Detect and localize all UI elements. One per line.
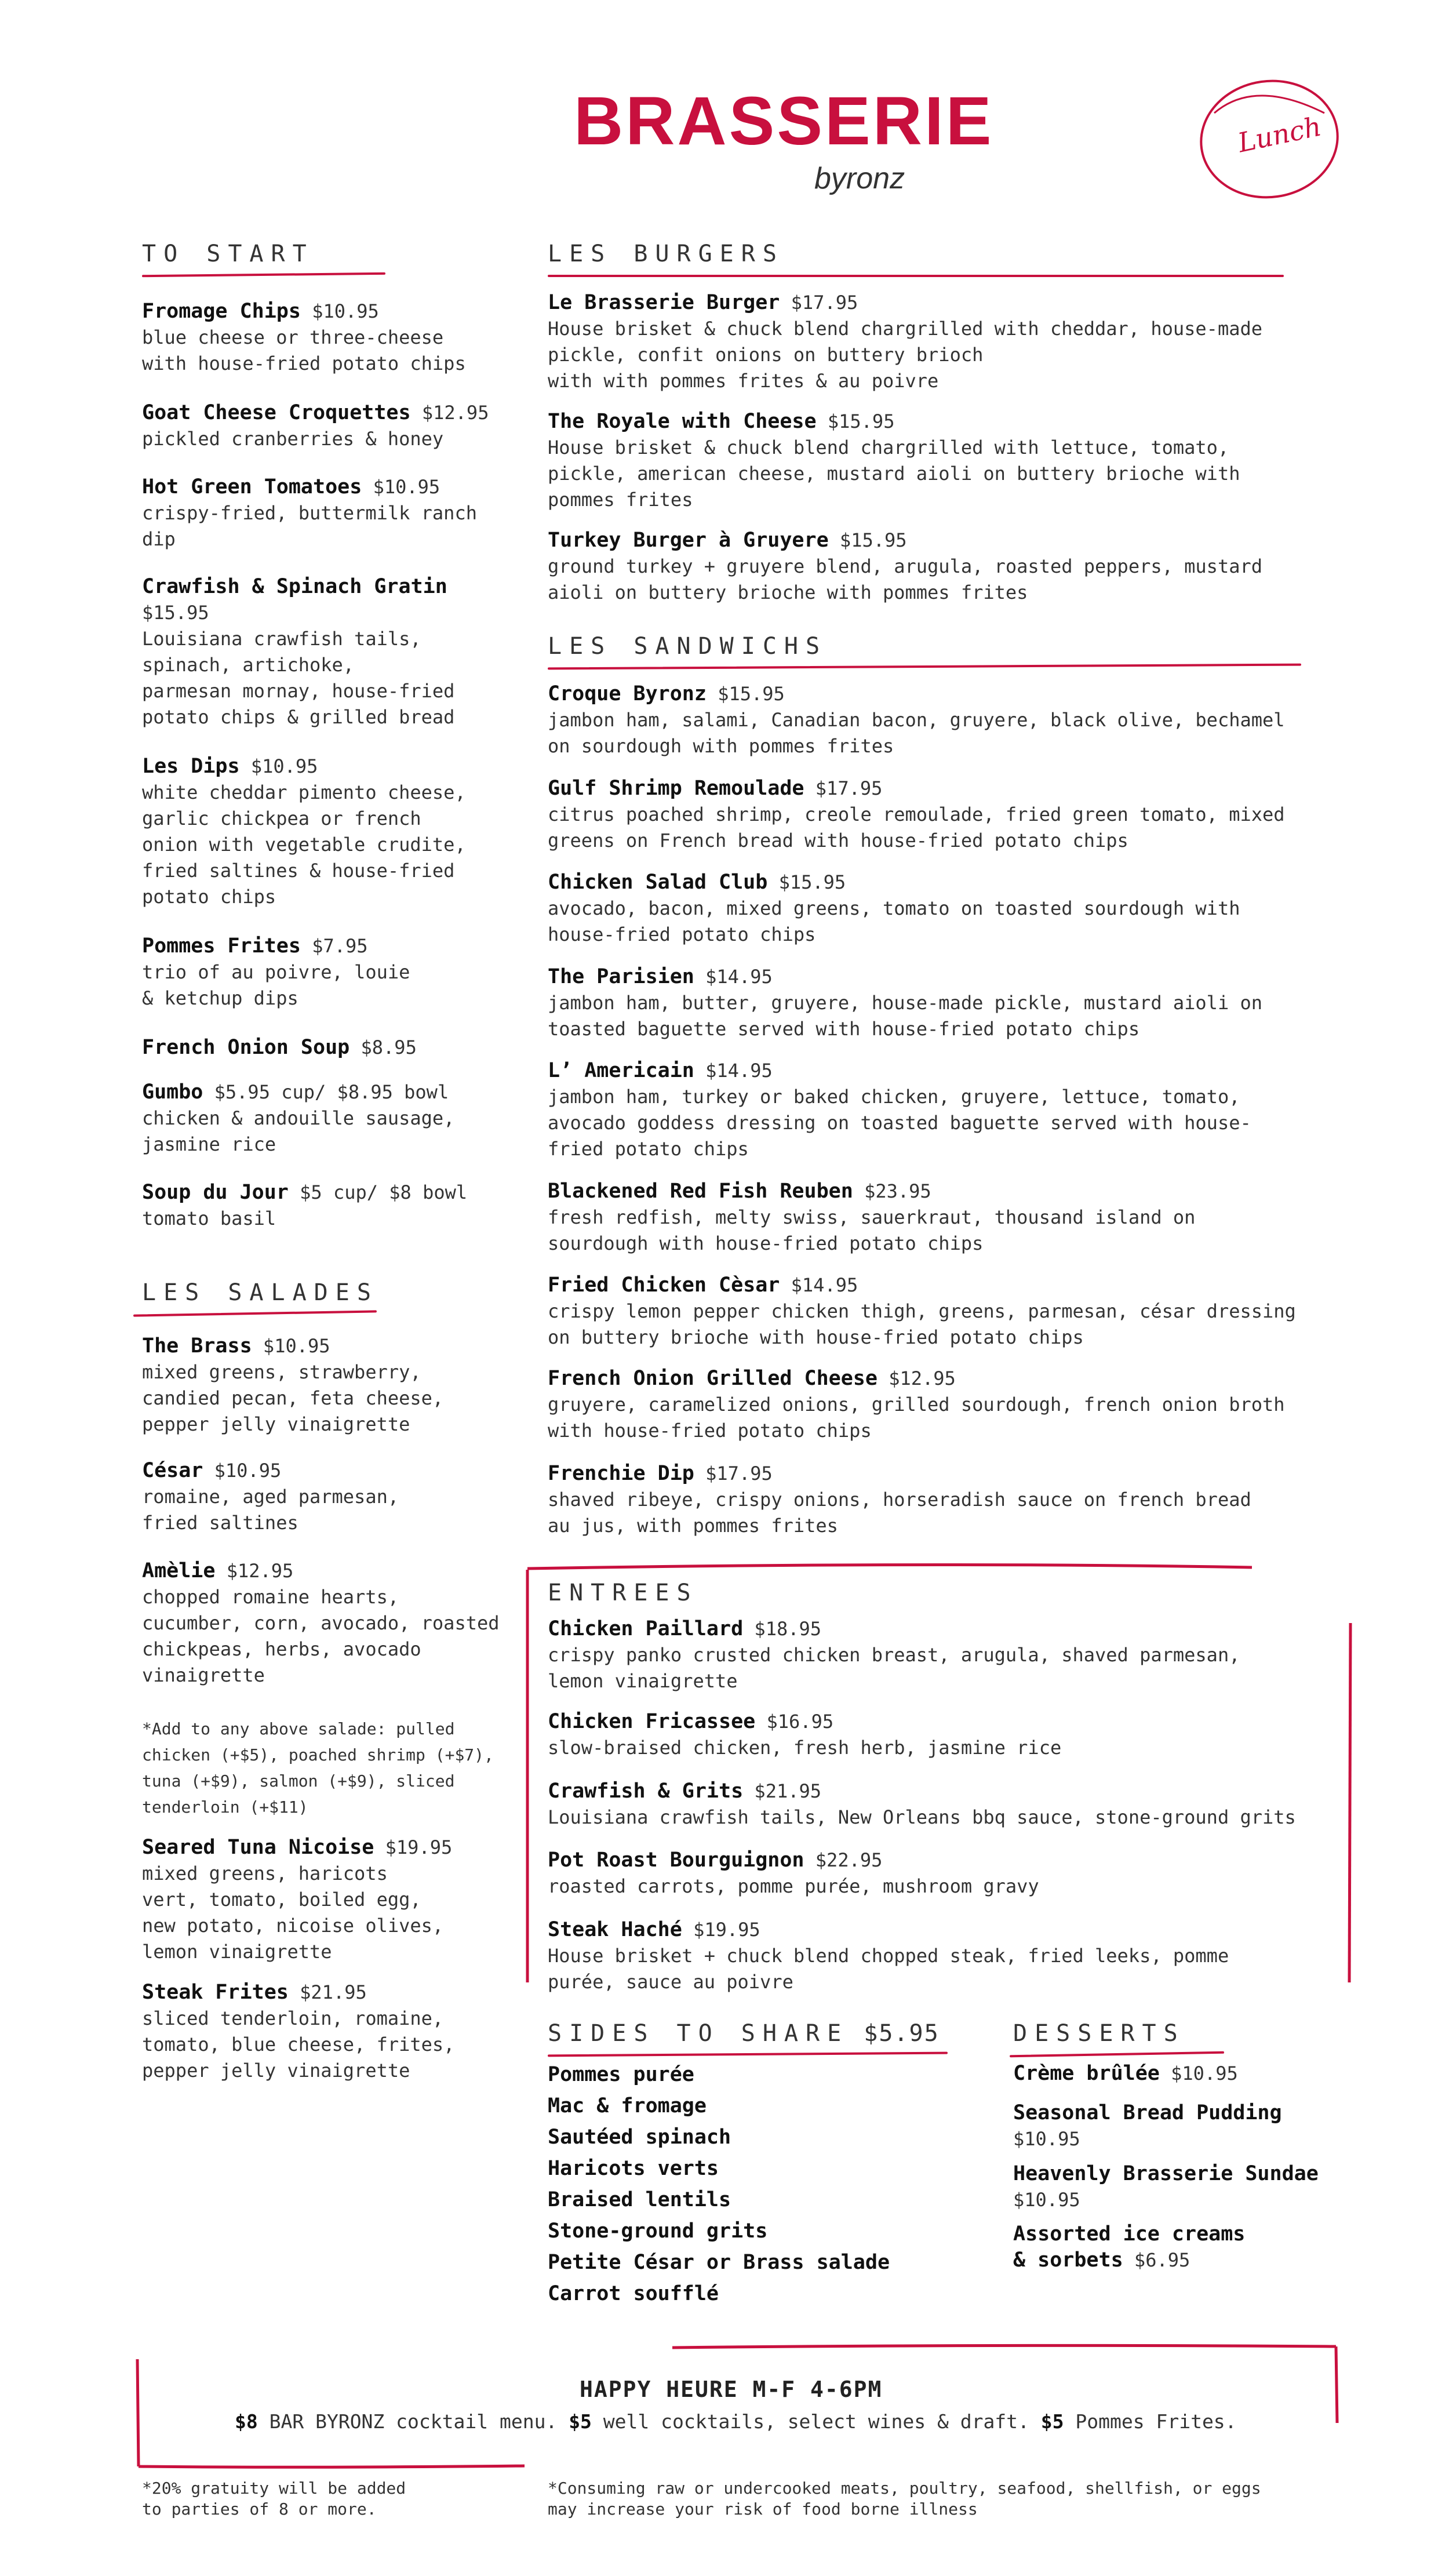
desserts-underline [1010, 2051, 1224, 2057]
happy-hour-frame [130, 2336, 1353, 2475]
item-price: $12.95 [889, 1367, 956, 1389]
menu-item [142, 1079, 519, 1158]
item-price: $10.95 [214, 1460, 282, 1482]
item-price: $5 cup/ $8 bowl [300, 1181, 468, 1203]
hh-text-3: Pommes Frites. [1064, 2410, 1237, 2433]
side-item: Sautéed spinach [548, 2126, 731, 2149]
item-name: Chicken Fricassee [548, 1710, 756, 1733]
menu-item [142, 400, 519, 452]
side-item: Petite César or Brass salade [548, 2251, 890, 2274]
item-price: $15.95 [142, 602, 209, 624]
item-name: Goat Cheese Croquettes [142, 401, 411, 424]
item-description: white cheddar pimento cheese, garlic chickpea or french onion with vegetable crudite, fried saltines & house-fried potato chips [142, 781, 466, 908]
menu-item [142, 1835, 519, 1965]
item-price: $19.95 [693, 1919, 760, 1941]
item-description: mixed greens, strawberry, candied pecan, feta cheese, pepper jelly vinaigrette [142, 1361, 444, 1435]
consumption-warning: *Consuming raw or undercooked meats, poultry, seafood, shellfish, or eggs may increase your risk of food borne illness [548, 2479, 1261, 2519]
menu-item [548, 1847, 1330, 1900]
item-price: $7.95 [312, 935, 368, 957]
item-price: $17.95 [815, 777, 883, 799]
item-name: Pommes Frites [142, 934, 301, 958]
item-price: $15.95 [778, 871, 846, 893]
salades-title: LES SALADES [142, 1279, 378, 1306]
side-item: Stone-ground grits [548, 2220, 768, 2243]
entrees-title: ENTREES [548, 1580, 698, 1606]
burgers-underline [548, 275, 1284, 277]
item-description: roasted carrots, pomme purée, mushroom gravy [548, 1875, 1039, 1897]
item-name: Seared Tuna Nicoise [142, 1836, 374, 1859]
item-price: $6.95 [1134, 2249, 1190, 2271]
menu-item [548, 1366, 1330, 1444]
item-name: Crawfish & Grits [548, 1780, 744, 1803]
item-price: $10.95 [1013, 2189, 1080, 2211]
menu-item [548, 1058, 1330, 1162]
burgers-title: LES BURGERS [548, 241, 784, 267]
item-description: romaine, aged parmesan, fried saltines [142, 1486, 399, 1534]
item-name: Gumbo [142, 1080, 203, 1104]
item-description: crispy-fried, buttermilk ranch dip [142, 502, 477, 550]
item-name: Seasonal Bread Pudding [1013, 2101, 1282, 2124]
item-name: French Onion Grilled Cheese [548, 1367, 878, 1390]
menu-item [548, 290, 1330, 394]
menu-item [1013, 2221, 1372, 2273]
menu-item [548, 1917, 1330, 1995]
sandwichs-title: LES SANDWICHS [548, 633, 828, 660]
menu-item [548, 527, 1330, 606]
item-name: Gulf Shrimp Remoulade [548, 777, 804, 800]
menu-item [548, 964, 1330, 1042]
item-price: $12.95 [226, 1560, 294, 1582]
item-description: chicken & andouille sausage, jasmine rice [142, 1107, 455, 1155]
menu-item [142, 1035, 519, 1061]
side-item: Braised lentils [548, 2188, 731, 2211]
item-price: $14.95 [705, 966, 773, 988]
item-name: Soup du Jour [142, 1181, 289, 1204]
item-price: $21.95 [754, 1780, 822, 1802]
item-price: $16.95 [766, 1711, 834, 1733]
to-start-underline [142, 272, 385, 277]
item-name: Croque Byronz [548, 682, 707, 705]
item-description: tomato basil [142, 1207, 276, 1229]
sides-underline [548, 2052, 948, 2057]
item-price: $15.95 [827, 410, 895, 432]
menu-item [548, 1461, 1330, 1539]
menu-item [1013, 2161, 1372, 2213]
desserts-title: DESSERTS [1013, 2020, 1185, 2047]
menu-item [548, 409, 1330, 513]
item-name: Crème brûlée [1013, 2062, 1160, 2085]
item-description: House brisket & chuck blend chargrilled with cheddar, house-made pickle, confit onions on buttery brioch with with pommes frites & au poivre [548, 318, 1262, 392]
item-price: $23.95 [864, 1180, 931, 1202]
item-description: ground turkey + gruyere blend, arugula, roasted peppers, mustard aioli on buttery brioche with pommes frites [548, 555, 1262, 603]
item-name: Assorted ice creams & sorbets [1013, 2222, 1246, 2272]
menu-item [548, 1616, 1330, 1694]
hh-price-5a: $5 [569, 2410, 592, 2433]
menu-item [548, 681, 1330, 759]
sandwichs-underline [548, 664, 1301, 670]
sides-title [548, 2022, 940, 2045]
happy-hour-details [235, 2410, 1237, 2433]
menu-item [548, 1178, 1330, 1257]
item-description: citrus poached shrimp, creole remoulade, fried green tomato, mixed greens on French bread with house-fried potato chips [548, 803, 1285, 852]
hh-price-5b: $5 [1040, 2410, 1064, 2433]
item-name: Chicken Paillard [548, 1617, 744, 1640]
menu-item [548, 1778, 1330, 1831]
lunch-badge: Lunch [1235, 110, 1324, 159]
item-price: $10.95 [1171, 2062, 1238, 2084]
item-name: Pot Roast Bourguignon [548, 1849, 804, 1872]
item-description: trio of au poivre, louie & ketchup dips [142, 961, 410, 1009]
item-name: The Brass [142, 1334, 252, 1358]
item-description: blue cheese or three-cheese with house-fried potato chips [142, 326, 466, 374]
item-price: $22.95 [815, 1849, 883, 1871]
hh-text-1: BAR BYRONZ cocktail menu. [257, 2410, 569, 2433]
item-price: $12.95 [421, 402, 489, 424]
item-name: Le Brasserie Burger [548, 291, 780, 314]
item-price: $10.95 [312, 300, 379, 322]
menu-item [1013, 2100, 1372, 2152]
item-description: avocado, bacon, mixed greens, tomato on toasted sourdough with house-fried potato chips [548, 897, 1240, 945]
item-price: $18.95 [754, 1618, 822, 1640]
salade-add-on-note: *Add to any above salade: pulled chicken (+$5), poached shrimp (+$7), tuna (+$9), salmon (+$9), sliced tenderloin (+$11) [142, 1719, 494, 1817]
brasserie-logo: BRASSERIE [574, 83, 994, 159]
item-description: gruyere, caramelized onions, grilled sourdough, french onion broth with house-fried potato chips [548, 1393, 1285, 1442]
item-description: crispy lemon pepper chicken thigh, greens, parmesan, césar dressing on buttery brioche with house-fried potato chips [548, 1300, 1296, 1348]
item-price: $8.95 [361, 1036, 417, 1058]
menu-item [142, 574, 519, 730]
item-name: César [142, 1459, 203, 1482]
item-price: $15.95 [718, 683, 785, 705]
item-name: L’ Americain [548, 1059, 694, 1082]
item-price: $17.95 [791, 292, 858, 314]
menu-item [142, 933, 519, 1012]
menu-item [142, 1458, 519, 1536]
hh-price-8: $8 [235, 2410, 258, 2433]
item-price: $17.95 [705, 1462, 773, 1485]
item-name: Fried Chicken Cèsar [548, 1274, 780, 1297]
item-description: sliced tenderloin, romaine, tomato, blue cheese, frites, pepper jelly vinaigrette [142, 2007, 455, 2082]
side-item: Haricots verts [548, 2157, 719, 2180]
item-description: fresh redfish, melty swiss, sauerkraut, thousand island on sourdough with house-fried potato chips [548, 1206, 1196, 1254]
salades-underline [133, 1310, 377, 1316]
happy-hour-title: HAPPY HEURE M-F 4-6PM [580, 2377, 883, 2402]
item-name: Steak Frites [142, 1981, 289, 2004]
item-name: Steak Haché [548, 1918, 682, 1941]
item-name: Amèlie [142, 1559, 216, 1582]
item-description: mixed greens, haricots vert, tomato, boiled egg, new potato, nicoise olives, lemon vinaigrette [142, 1862, 444, 1963]
item-description: House brisket + chuck blend chopped steak, fried leeks, pomme purée, sauce au poivre [548, 1945, 1229, 1993]
item-name: Les Dips [142, 755, 240, 778]
item-price: $10.95 [250, 755, 318, 777]
menu-item [142, 299, 519, 377]
menu-item [1013, 2061, 1372, 2087]
side-item: Carrot soufflé [548, 2282, 719, 2305]
item-name: The Parisien [548, 965, 694, 988]
item-description: Louisiana crawfish tails, spinach, artichoke, parmesan mornay, house-fried potato chips & grilled bread [142, 628, 455, 728]
menu-item [142, 474, 519, 552]
sides-title-text: SIDES TO SHARE [548, 2020, 849, 2047]
item-name: Chicken Salad Club [548, 871, 768, 894]
item-description: jambon ham, turkey or baked chicken, gruyere, lettuce, tomato, avocado goddess dressing on toasted baguette served with house- fried potato chips [548, 1086, 1251, 1160]
item-description: pickled cranberries & honey [142, 428, 444, 450]
gratuity-note: *20% gratuity will be added to parties of 8 or more. [142, 2479, 406, 2519]
side-item: Pommes purée [548, 2063, 694, 2086]
menu-item [142, 1980, 519, 2084]
item-price: $10.95 [1013, 2128, 1080, 2150]
item-description: jambon ham, butter, gruyere, house-made pickle, mustard aioli on toasted baguette served with house-fried potato chips [548, 992, 1262, 1040]
item-price: $10.95 [263, 1335, 330, 1357]
sides-price: $5.95 [864, 2020, 940, 2047]
menu-item [548, 1272, 1330, 1351]
item-name: Hot Green Tomatoes [142, 475, 362, 499]
item-description: Louisiana crawfish tails, New Orleans bbq sauce, stone-ground grits [548, 1806, 1296, 1828]
item-price: $14.95 [791, 1274, 858, 1296]
menu-item [548, 869, 1330, 948]
byronz-logo: byronz [814, 162, 905, 195]
item-price: $10.95 [373, 476, 440, 498]
item-description: crispy panko crusted chicken breast, arugula, shaved parmesan, lemon vinaigrette [548, 1644, 1240, 1692]
item-price: $21.95 [300, 1981, 367, 2003]
item-name: Heavenly Brasserie Sundae [1013, 2162, 1319, 2185]
item-name: Frenchie Dip [548, 1462, 694, 1485]
item-price: $19.95 [385, 1836, 453, 1858]
item-description: slow-braised chicken, fresh herb, jasmine rice [548, 1737, 1062, 1759]
menu-item [142, 1180, 519, 1232]
item-name: Blackened Red Fish Reuben [548, 1180, 853, 1203]
item-description: shaved ribeye, crispy onions, horseradish sauce on french bread au jus, with pommes frites [548, 1489, 1251, 1537]
menu-item [142, 1558, 519, 1689]
menu-item [548, 776, 1330, 854]
item-name: Crawfish & Spinach Gratin [142, 575, 447, 598]
hh-text-2: well cocktails, select wines & draft. [591, 2410, 1041, 2433]
item-price: $14.95 [705, 1060, 773, 1082]
item-name: The Royale with Cheese [548, 410, 817, 433]
item-name: French Onion Soup [142, 1036, 350, 1059]
item-description: House brisket & chuck blend chargrilled with lettuce, tomato, pickle, american cheese, mustard aioli on buttery brioche with pommes frites [548, 436, 1240, 511]
item-price: $15.95 [839, 529, 907, 551]
item-description: chopped romaine hearts, cucumber, corn, avocado, roasted chickpeas, herbs, avocado vinaigrette [142, 1586, 500, 1686]
menu-item [142, 754, 519, 910]
item-price: $5.95 cup/ $8.95 bowl [214, 1081, 449, 1103]
side-item: Mac & fromage [548, 2094, 707, 2117]
item-name: Turkey Burger à Gruyere [548, 529, 829, 552]
to-start-title: TO START [142, 241, 314, 267]
menu-item [142, 1333, 519, 1438]
menu-item [548, 1709, 1330, 1761]
item-name: Fromage Chips [142, 300, 301, 323]
item-description: jambon ham, salami, Canadian bacon, gruyere, black olive, bechamel on sourdough with pommes frites [548, 709, 1285, 757]
